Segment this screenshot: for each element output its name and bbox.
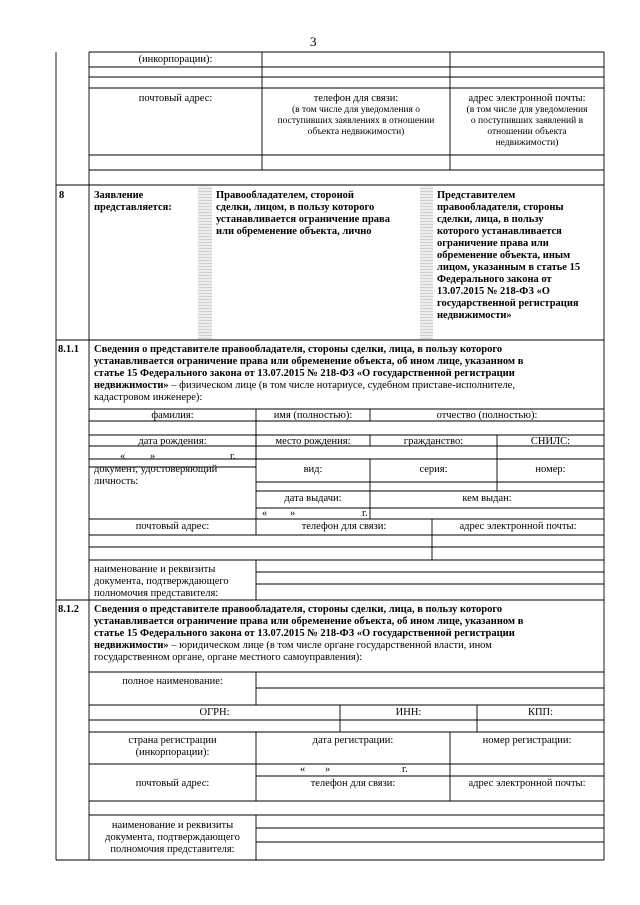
- patronymic-label: отчество (полностью):: [436, 410, 538, 421]
- email-label: адрес электронной почты:: [468, 93, 586, 104]
- phone-note-3: объекта недвижимости): [307, 127, 405, 137]
- phone-note-1: (в том числе для уведомления о: [291, 105, 421, 115]
- phone-label: телефон для связи:: [313, 93, 399, 104]
- option1-line-4: или обременение объекта, лично: [216, 226, 372, 237]
- kpp-label: КПП:: [527, 707, 554, 718]
- option2-line-10: государственной регистрация: [437, 298, 579, 309]
- s811-authority-3: полномочия представителя:: [94, 588, 219, 599]
- option2-line-2: правообладателя, стороны: [437, 202, 564, 213]
- s812-email-label: адрес электронной почты:: [468, 778, 586, 789]
- s812-phone-label: телефон для связи:: [310, 778, 396, 789]
- birth-date-quote-open: «: [120, 451, 126, 462]
- reg-date-quote-open: «: [300, 764, 306, 775]
- section-812-number: 8.1.2: [58, 604, 79, 615]
- surname-label: фамилия:: [151, 410, 194, 421]
- birth-date-quote-close: »: [150, 451, 156, 462]
- reg-date-quote-close: »: [325, 764, 331, 775]
- phone-note-2: поступивших заявлениях в отношении: [277, 116, 435, 126]
- email-note-1: (в том числе для уведомления: [466, 105, 588, 115]
- s811-authority-1: наименование и реквизиты: [94, 564, 216, 575]
- incorporation-label: (инкорпорации):: [138, 54, 213, 65]
- name-label: имя (полностью):: [273, 410, 353, 421]
- s812-postal-label: почтовый адрес:: [135, 778, 210, 789]
- s811-heading-3: статье 15 Федерального закона от 13.07.2015 № 218-ФЗ «О государственной регистрации: [94, 368, 515, 379]
- s812-heading-4-bold: недвижимости»: [94, 640, 169, 651]
- id-doc-label-1: документ, удостоверяющий: [94, 464, 218, 475]
- email-note-3: отношении объекта: [487, 127, 567, 137]
- postal-address-label: почтовый адрес:: [138, 93, 213, 104]
- ogrn-label: ОГРН:: [199, 707, 230, 718]
- section-8-title-1: Заявление: [94, 190, 144, 201]
- birth-date-year: г.: [230, 451, 236, 462]
- s811-heading-4-bold: недвижимости»: [94, 380, 169, 391]
- option2-line-8: Федерального закона от: [437, 274, 552, 285]
- s812-heading-1: Сведения о представителе правообладателя, стороны сделки, лица, в пользу которого: [94, 604, 503, 615]
- option2-line-3: сделки, лица, в пользу: [437, 214, 544, 225]
- page-number: 3: [310, 34, 317, 49]
- doc-number-label: номер:: [535, 464, 566, 475]
- reg-number-label: номер регистрации:: [482, 735, 572, 746]
- reg-country-label-2: (инкорпорации):: [135, 747, 210, 758]
- s812-authority-2: документа, подтверждающего: [105, 832, 240, 843]
- s811-phone-label: телефон для связи:: [301, 521, 387, 532]
- option2-line-1: Представителем: [437, 190, 516, 201]
- issue-date-quote-close: »: [290, 508, 296, 519]
- issue-date-label: дата выдачи:: [284, 493, 342, 504]
- option2-line-5: ограничение права или: [437, 238, 549, 249]
- section-8-title-2: представляется:: [94, 202, 172, 213]
- option2-line-9: 13.07.2015 № 218-ФЗ «О: [437, 286, 550, 297]
- option2-line-6: обременение объекта, иным: [437, 250, 571, 261]
- option2-line-7: лицом, указанным в статье 15: [437, 262, 581, 273]
- reg-date-year: г.: [402, 764, 408, 775]
- snils-label: СНИЛС:: [530, 436, 571, 447]
- reg-date-label: дата регистрации:: [312, 735, 394, 746]
- s811-heading-5: кадастровом инженере):: [94, 392, 203, 403]
- s812-authority-3: полномочия представителя:: [110, 844, 235, 855]
- doc-series-label: серия:: [419, 464, 448, 475]
- s811-email-label: адрес электронной почты:: [459, 521, 577, 532]
- reg-country-label-1: страна регистрации: [128, 735, 217, 746]
- issue-date-quote-open: «: [262, 508, 268, 519]
- email-note-4: недвижимости): [495, 138, 559, 148]
- s811-heading-2: устанавливается ограничение права или обременение объекта, об ином лице, указанном в: [94, 356, 524, 367]
- option1-line-1: Правообладателем, стороной: [216, 190, 354, 201]
- s812-heading-2: устанавливается ограничение права или обременение объекта, об ином лице, указанном в: [94, 616, 524, 627]
- option2-line-11: недвижимости»: [437, 310, 512, 321]
- s812-authority-1: наименование и реквизиты: [111, 820, 234, 831]
- section-8-number: 8: [59, 190, 65, 201]
- option2-line-4: которого устанавливается: [437, 226, 562, 237]
- option1-line-3: устанавливается ограничение права: [216, 214, 390, 225]
- s811-heading-4: [94, 380, 515, 392]
- s811-heading-1: Сведения о представителе правообладателя, стороны сделки, лица, в пользу которого: [94, 344, 503, 355]
- doc-kind-label: вид:: [303, 464, 323, 475]
- birth-place-label: место рождения:: [275, 436, 351, 447]
- option1-line-2: сделки, лицом, в пользу которого: [216, 202, 375, 213]
- birth-date-label: дата рождения:: [138, 436, 207, 447]
- s812-heading-3: статье 15 Федерального закона от 13.07.2015 № 218-ФЗ «О государственной регистрации: [94, 628, 515, 639]
- option1-checkbox[interactable]: [198, 186, 212, 339]
- s812-heading-4-rest: – юридическом лице (в том числе органе государственной власти, ином: [168, 640, 492, 651]
- s811-postal-label: почтовый адрес:: [135, 521, 210, 532]
- section-811-number: 8.1.1: [58, 344, 79, 355]
- option2-checkbox[interactable]: [420, 186, 433, 339]
- inn-label: ИНН:: [395, 707, 422, 718]
- issue-date-year: г.: [362, 508, 368, 519]
- s811-authority-2: документа, подтверждающего: [94, 576, 229, 587]
- citizenship-label: гражданство:: [403, 436, 464, 447]
- s812-heading-4: [94, 640, 492, 652]
- email-note-2: о поступивших заявлений в: [470, 116, 584, 126]
- id-doc-label-2: личность:: [94, 476, 139, 487]
- s812-heading-5: государственном органе, органе местного самоуправления):: [94, 652, 363, 663]
- full-name-label: полное наименование:: [122, 676, 223, 687]
- issued-by-label: кем выдан:: [462, 493, 512, 504]
- s811-heading-4-rest: – физическом лице (в том числе нотариусе, судебном приставе-исполнителе,: [168, 380, 515, 391]
